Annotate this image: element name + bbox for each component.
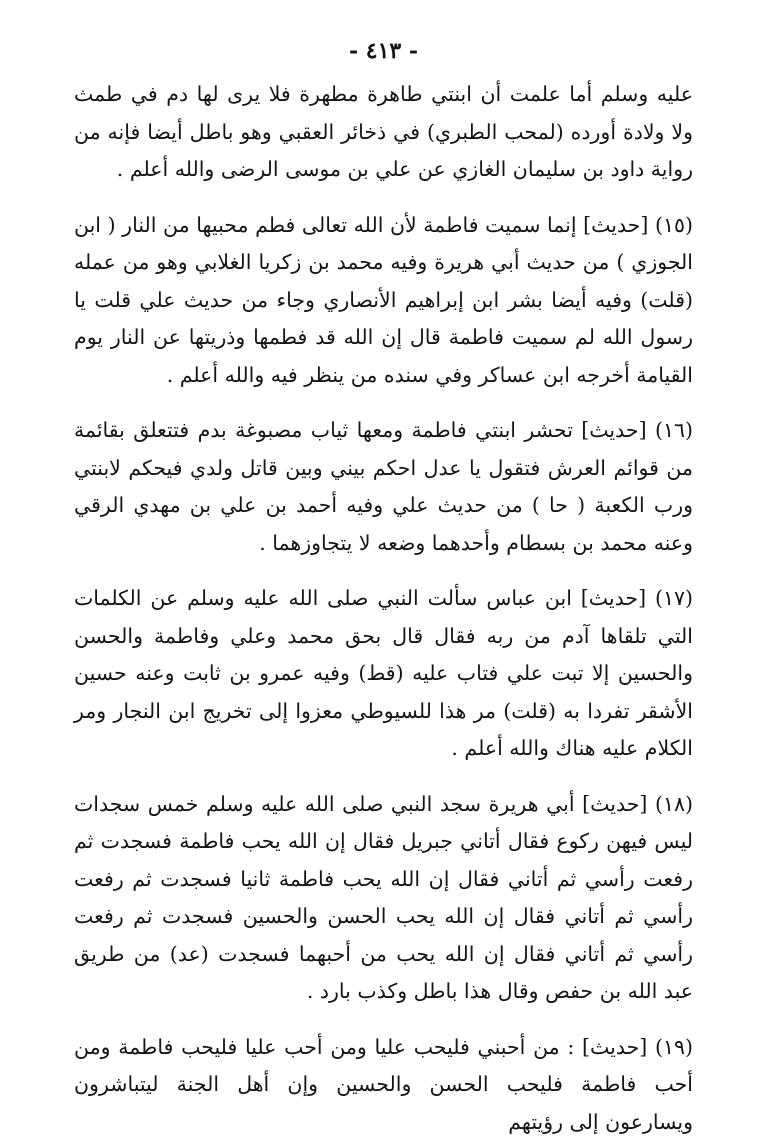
paragraph-text: (١٧) [حديث] ابن عباس سألت النبي صلى الله عليه وسلم عن الكلمات التي تلقاها آدم من ربه فقال قال بحق محمد وعلي وفاطمة والحسن والحسين إلا تبت علي فتاب عليه (قط) وفيه عمرو بن ثابت وعنه حسين الأشقر تفردا به (قلت) مر هذا للسيوطي معزوا إلى تخريج ابن النجار ومر الكلام عليه هناك والله أعلم . [74, 586, 693, 760]
paragraph-text: (١٦) [حديث] تحشر ابنتي فاطمة ومعها ثياب مصبوغة بدم فتتعلق بقائمة من قوائم العرش فتقول يا عدل احكم بيني وبين قاتل ولدي فيحكم لابنتي ورب الكعبة ( حا ) من حديث علي وفيه أحمد بن علي بن مهدي الرقي وعنه محمد بن بسطام وأحدهما وضعه لا يتجاوزهما . [74, 418, 693, 555]
paragraph-hadith-18 [74, 786, 693, 1011]
paragraph-continuation [74, 76, 693, 189]
paragraph-hadith-16 [74, 412, 693, 562]
paragraph-text: (١٨) [حديث] أبي هريرة سجد النبي صلى الله عليه وسلم خمس سجدات ليس فيهن ركوع فقال أتاني جبريل فقال إن الله يحب فاطمة فسجدت ثم رفعت رأسي ثم أتاني فقال إن الله يحب فاطمة ثانيا فسجدت ثم رفعت رأسي ثم أتاني فقال إن الله يحب الحسن والحسين فسجدت ثم رفعت رأسي ثم أتاني فقال إن الله يحب من أحبهما فسجدت (عد) من طريق عبد الله بن حفص وقال هذا باطل وكذب بارد . [74, 792, 693, 1004]
paragraph-text: عليه وسلم أما علمت أن ابنتي طاهرة مطهرة فلا يرى لها دم في طمث ولا ولادة أورده (لمحب الطبري) في ذخائر العقبي وهو باطل أيضا فإنه من رواية داود بن سليمان الغازي عن علي بن موسى الرضى والله أعلم . [74, 82, 693, 181]
paragraph-text: (١٩) [حديث] : من أحبني فليحب عليا ومن أحب عليا فليحب فاطمة ومن أحب فاطمة فليحب الحسن والحسين وإن أهل الجنة ليتباشرون ويسارعون إلى رؤيتهم [74, 1035, 693, 1134]
paragraph-hadith-19 [74, 1029, 693, 1141]
paragraph-hadith-17 [74, 580, 693, 768]
paragraph-hadith-15 [74, 207, 693, 395]
paragraph-text: (١٥) [حديث] إنما سميت فاطمة لأن الله تعالى فطم محبيها من النار ( ابن الجوزي ) من حديث أبي هريرة وفيه محمد بن زكريا الغلابي وهو من عمله (قلت) وفيه أيضا بشر ابن إبراهيم الأنصاري وجاء من حديث علي قلت يا رسول الله لم سميت فاطمة قال إن الله قد فطمها وذريتها عن النار يوم القيامة أخرجه ابن عساكر وفي سنده من ينظر فيه والله أعلم . [74, 213, 693, 387]
page-number: - ٤١٣ - [74, 32, 693, 70]
